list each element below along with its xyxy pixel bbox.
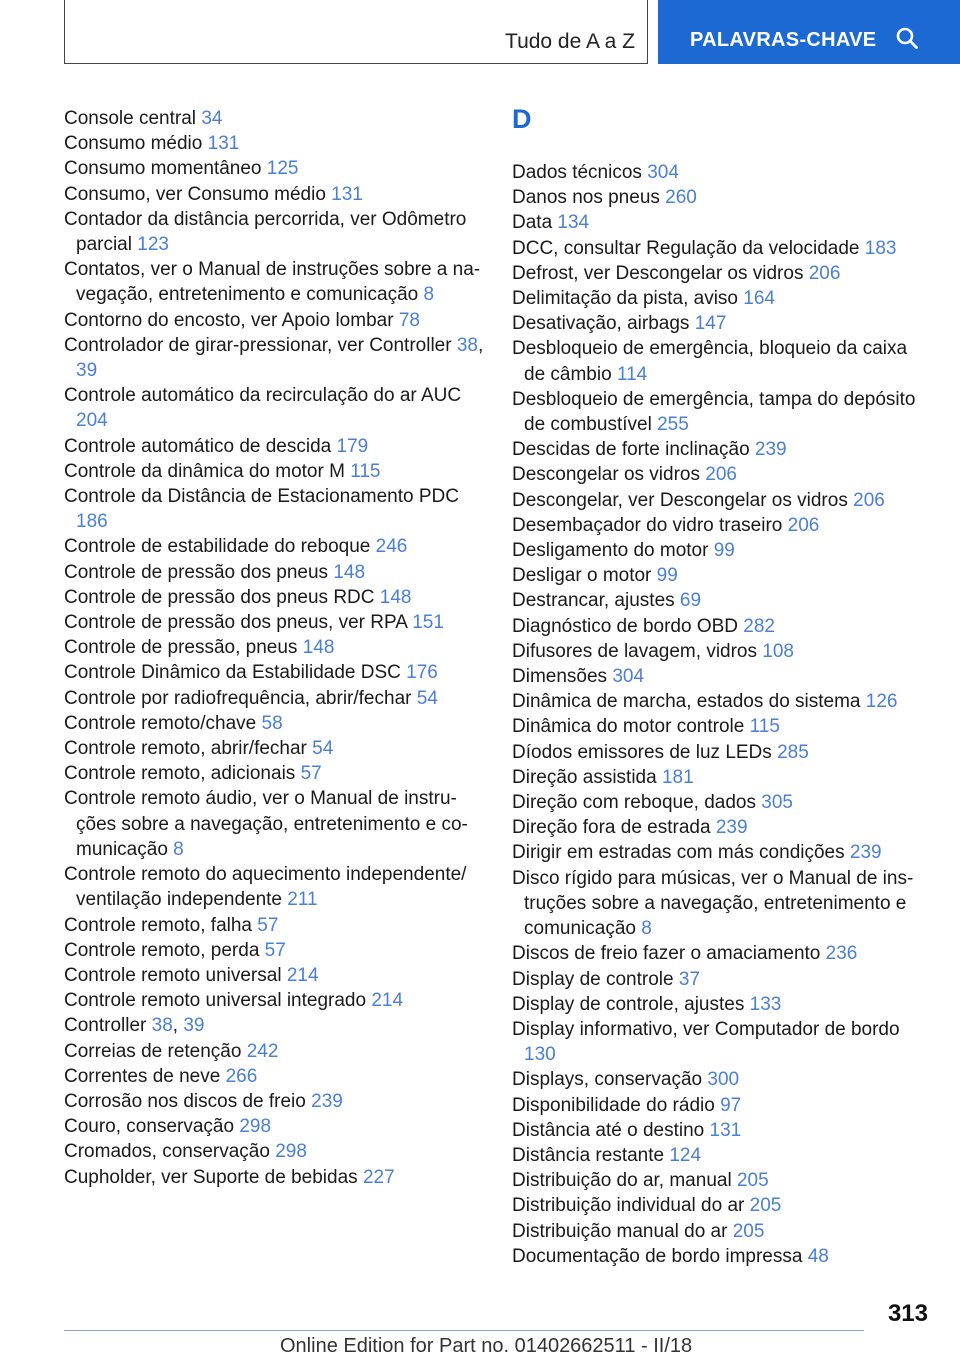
- index-entry: [512, 488, 932, 513]
- index-entry-text: Controle remoto áudio, ver o Manual de instruções sobre a navegação, entretenimento e comunicação: [64, 788, 468, 860]
- index-entry: [512, 967, 932, 992]
- index-entry-text: Controle da Distância de Estacionamento PDC: [64, 486, 459, 508]
- index-entry-text: Consumo momentâneo: [64, 158, 262, 180]
- index-entry-text: Danos nos pneus: [512, 187, 660, 209]
- index-entry-text: Controle remoto/chave: [64, 712, 257, 734]
- index-entry-text: Direção assistida: [512, 766, 657, 788]
- page-link[interactable]: 38: [151, 1015, 173, 1037]
- page-link[interactable]: 57: [264, 939, 286, 961]
- index-column-left: [64, 106, 484, 1190]
- index-entry-text: Controle remoto, falha: [64, 914, 252, 936]
- page-link[interactable]: 151: [412, 612, 444, 634]
- index-entry-text: Dinâmica do motor controle: [512, 716, 745, 738]
- index-entry: [512, 311, 932, 336]
- index-entry-text: Controle por radiofrequência, abrir/fechar: [64, 687, 412, 709]
- index-entry: [64, 736, 484, 761]
- page-link[interactable]: 304: [612, 666, 645, 688]
- index-entry-text: Controle remoto, adicionais: [64, 763, 296, 785]
- index-entry: [512, 1093, 932, 1118]
- page-link[interactable]: 206: [787, 514, 820, 536]
- index-entry: [512, 740, 932, 765]
- index-entry-text: Consumo médio: [64, 133, 203, 155]
- index-entry-text: Dinâmica de marcha, estados do sistema: [512, 691, 861, 713]
- index-entry-text: DCC, consultar Regulação da velocidade: [512, 237, 860, 259]
- page-link[interactable]: 54: [312, 738, 334, 760]
- index-entry-text: Dados técnicos: [512, 162, 642, 183]
- header-tab-box: [64, 0, 648, 64]
- page-link[interactable]: 205: [732, 1220, 765, 1242]
- page-link[interactable]: 133: [749, 993, 782, 1015]
- index-entry: [64, 635, 484, 660]
- page-link[interactable]: 37: [678, 968, 701, 990]
- index-entry-text: Descongelar os vidros: [512, 464, 700, 486]
- page-link[interactable]: 205: [736, 1170, 769, 1192]
- index-entry-text: Descongelar, ver Descongelar os vidros: [512, 489, 848, 511]
- page-link[interactable]: 99: [656, 565, 678, 587]
- page-link[interactable]: 242: [246, 1040, 279, 1062]
- index-entry: [64, 1089, 484, 1114]
- index-entry-text: Controller: [64, 1015, 147, 1037]
- page-link[interactable]: 239: [849, 842, 882, 864]
- page-link[interactable]: 108: [762, 640, 794, 662]
- index-entry: [512, 513, 932, 538]
- index-entry: [64, 257, 484, 307]
- index-entry-text: Destrancar, ajustes: [512, 590, 675, 612]
- index-entry: [64, 459, 484, 484]
- page-link[interactable]: 206: [853, 489, 885, 511]
- page-link[interactable]: 125: [266, 158, 299, 180]
- page-link[interactable]: 124: [669, 1144, 702, 1166]
- index-entry: Controlador de girar-pressionar, ver Controller 38, 39: [64, 334, 484, 382]
- page-link[interactable]: 176: [406, 662, 438, 684]
- index-entry-text: Dirigir em estradas com más condições: [512, 842, 845, 864]
- index-entry: [512, 790, 932, 815]
- index-entry-text: Descidas de forte inclinação: [512, 439, 750, 461]
- index-entry: [512, 336, 932, 386]
- index-entry: [512, 462, 932, 487]
- index-entry-text: Distribuição individual do ar: [512, 1195, 745, 1217]
- tab-keywords-label: PALAVRAS-CHAVE: [690, 29, 877, 51]
- index-entry-text: Delimitação da pista, aviso: [512, 288, 738, 310]
- index-entry-text: Controle remoto, perda: [64, 939, 260, 961]
- page-link[interactable]: 246: [375, 536, 408, 558]
- index-entry-text: Controle remoto universal: [64, 964, 282, 986]
- index-entry-text: Controle da dinâmica do motor M: [64, 460, 345, 482]
- index-entry: [512, 765, 932, 790]
- index-entry-text: Couro, conservação: [64, 1116, 235, 1138]
- index-entry: [64, 988, 484, 1013]
- page-link[interactable]: 148: [302, 637, 335, 659]
- index-entry: [64, 786, 484, 862]
- index-entry-text: Contador da distância percorrida, ver Odômetro parcial: [64, 208, 467, 256]
- index-entry: [512, 563, 932, 588]
- page-link[interactable]: 148: [333, 561, 366, 583]
- index-entry-text: Direção com reboque, dados: [512, 792, 756, 814]
- index-entry: [512, 689, 932, 714]
- index-entry: [64, 610, 484, 635]
- index-entry-text: Controle automático da recirculação do ar AUC: [64, 385, 462, 407]
- page-link[interactable]: 99: [713, 540, 735, 562]
- index-entry-text: Desbloqueio de emergência, bloqueio da caixa de câmbio: [512, 338, 908, 385]
- page-link[interactable]: 130: [524, 1044, 556, 1066]
- page-link[interactable]: 39: [183, 1015, 205, 1037]
- index-entry-text: Controle remoto universal integrado: [64, 990, 367, 1012]
- page-link[interactable]: 57: [257, 914, 279, 936]
- index-entry-text: Disco rígido para músicas, ver o Manual de instruções sobre a navegação, entretenimento e comunicação: [512, 867, 914, 940]
- page-link[interactable]: 131: [709, 1119, 742, 1141]
- page-link[interactable]: 8: [641, 918, 652, 940]
- index-entry: [512, 261, 932, 286]
- index-entry: [512, 1219, 932, 1244]
- index-entry: [64, 686, 484, 711]
- index-entry: [512, 1017, 932, 1067]
- index-entry-text: Distribuição do ar, manual: [512, 1170, 732, 1192]
- page-link[interactable]: 186: [76, 511, 108, 533]
- tab-keywords[interactable]: [658, 0, 960, 64]
- index-entry: [64, 862, 484, 912]
- index-entry: [64, 1165, 484, 1190]
- index-entry: [512, 210, 932, 235]
- index-entry-text: Controle de pressão dos pneus, ver RPA: [64, 612, 407, 634]
- page-link[interactable]: 227: [362, 1166, 395, 1188]
- index-entry: [64, 560, 484, 585]
- index-entry: [64, 207, 484, 257]
- page-link[interactable]: 179: [336, 435, 369, 457]
- page-link[interactable]: 204: [76, 410, 108, 432]
- index-entry-text: Desativação, airbags: [512, 313, 690, 335]
- index-entry-text: Diagnóstico de bordo OBD: [512, 615, 739, 637]
- index-entry-text: Controle de pressão dos pneus: [64, 561, 329, 583]
- page-link[interactable]: 131: [331, 183, 363, 205]
- index-entry-text: Desligar o motor: [512, 565, 652, 587]
- index-entry: [512, 992, 932, 1017]
- index-entry-text: Corrosão nos discos de freio: [64, 1090, 306, 1112]
- index-entry: [512, 639, 932, 664]
- index-entry-text: Display informativo, ver Computador de bordo: [512, 1018, 900, 1040]
- page-link[interactable]: 266: [225, 1065, 258, 1087]
- index-entry: [512, 866, 932, 942]
- index-entry-text: Disponibilidade do rádio: [512, 1094, 715, 1116]
- index-entry-text: Difusores de lavagem, vidros: [512, 640, 757, 662]
- page-link[interactable]: 8: [423, 284, 435, 306]
- index-entry: [64, 484, 484, 534]
- index-entry: [64, 534, 484, 559]
- index-entry-text: Controle remoto do aquecimento independente/ ventilação independente: [64, 864, 467, 911]
- index-entry: [64, 711, 484, 736]
- page-link[interactable]: 304: [647, 162, 679, 183]
- index-entry: [512, 286, 932, 311]
- page-link[interactable]: 147: [694, 313, 727, 335]
- index-entry-text: Display de controle: [512, 968, 674, 990]
- page-link[interactable]: 114: [616, 363, 648, 385]
- index-entry: [512, 1168, 932, 1193]
- tab-az[interactable]: Tudo de A a Z: [505, 30, 635, 53]
- page-link[interactable]: 57: [300, 763, 322, 785]
- index-entry-text: Defrost, ver Descongelar os vidros: [512, 262, 804, 284]
- index-entry: [512, 840, 932, 865]
- index-entry: [512, 1067, 932, 1092]
- page-link[interactable]: 34: [201, 108, 223, 129]
- index-entry: [64, 761, 484, 786]
- index-entry: [64, 1139, 484, 1164]
- page-link[interactable]: 115: [350, 460, 381, 482]
- index-entry: [64, 660, 484, 685]
- index-entry: [512, 588, 932, 613]
- index-entry-text: Contatos, ver o Manual de instruções sobre a navegação, entretenimento e comunicação: [64, 259, 481, 306]
- index-entry: [512, 1193, 932, 1218]
- page-link[interactable]: 206: [808, 262, 841, 284]
- page-link[interactable]: 181: [661, 766, 694, 788]
- page-link[interactable]: 123: [137, 234, 169, 256]
- page-link[interactable]: 54: [416, 687, 438, 709]
- page-link[interactable]: 255: [657, 414, 689, 436]
- page-number: 313: [887, 1300, 928, 1327]
- page-link[interactable]: 131: [207, 133, 240, 155]
- page-link[interactable]: 298: [239, 1116, 272, 1138]
- index-entry: [512, 664, 932, 689]
- index-entry-text: Direção fora de estrada: [512, 817, 711, 839]
- index-entry-text: Correias de retenção: [64, 1040, 242, 1062]
- index-entry-text: Controlador de girar-pressionar, ver Controller: [64, 334, 452, 356]
- page-link[interactable]: 239: [754, 439, 787, 461]
- page-link[interactable]: 282: [743, 615, 775, 637]
- index-entry-text: Díodos emissores de luz LEDs: [512, 741, 772, 763]
- page-link[interactable]: 78: [398, 309, 420, 331]
- page-link[interactable]: 298: [275, 1141, 307, 1163]
- page-link[interactable]: 214: [371, 990, 404, 1012]
- footer-divider: [64, 1330, 864, 1331]
- page-link[interactable]: 39: [76, 360, 98, 382]
- index-entry: Controller 38, 39: [64, 1015, 205, 1037]
- index-entry-text: Controle remoto, abrir/fechar: [64, 738, 307, 760]
- footer-edition: Online Edition for Part no. 01402662511 - II/18: [280, 1335, 693, 1357]
- index-entry: [512, 941, 932, 966]
- index-entry: [512, 1143, 932, 1168]
- index-entry-text: Controle automático de descida: [64, 435, 332, 457]
- page-link[interactable]: 260: [665, 187, 697, 209]
- page-link[interactable]: 69: [679, 590, 702, 612]
- section-letter: D: [512, 104, 532, 134]
- index-entry-text: Distância até o destino: [512, 1119, 705, 1141]
- page-link[interactable]: 48: [807, 1245, 829, 1267]
- right-entries: [512, 160, 932, 1269]
- index-entry-text: Consumo, ver Consumo médio: [64, 183, 326, 205]
- index-entry: [64, 434, 484, 459]
- page-link[interactable]: 183: [864, 237, 897, 259]
- page-link[interactable]: 239: [715, 817, 748, 839]
- index-entry-text: Cupholder, ver Suporte de bebidas: [64, 1166, 358, 1188]
- page-link[interactable]: 236: [825, 943, 858, 965]
- page-link[interactable]: 134: [557, 212, 590, 234]
- index-entry: [64, 585, 484, 610]
- index-entry: [512, 1118, 932, 1143]
- index-entry-text: Controle Dinâmico da Estabilidade DSC: [64, 662, 401, 684]
- page-link[interactable]: 58: [261, 712, 283, 734]
- index-entry-text: Desligamento do motor: [512, 540, 709, 562]
- index-entry: [512, 815, 932, 840]
- page-link[interactable]: 164: [743, 288, 775, 310]
- index-entry-text: Correntes de neve: [64, 1065, 221, 1087]
- index-entry-text: Display de controle, ajustes: [512, 993, 745, 1015]
- index-entry: [64, 156, 484, 181]
- index-entry: [64, 913, 484, 938]
- index-entry: [512, 538, 932, 563]
- index-entry: [512, 160, 932, 185]
- page-link[interactable]: 239: [311, 1090, 343, 1112]
- index-entry: [512, 1244, 932, 1269]
- page-link[interactable]: 115: [749, 716, 780, 738]
- page-link[interactable]: 8: [173, 838, 184, 860]
- index-entry-text: Discos de freio fazer o amaciamento: [512, 943, 821, 965]
- index-entry: [64, 383, 484, 433]
- index-entry: [512, 236, 932, 261]
- page-link[interactable]: 97: [720, 1094, 742, 1116]
- index-entry-text: Distribuição manual do ar: [512, 1220, 728, 1242]
- index-entry: [512, 185, 932, 210]
- index-column-right: [512, 106, 932, 1269]
- index-entry-text: Controle de pressão, pneus: [64, 637, 298, 659]
- index-entry: [64, 182, 484, 207]
- index-entry: [64, 106, 484, 131]
- index-entry-text: Displays, conservação: [512, 1069, 703, 1091]
- page-link[interactable]: 300: [707, 1069, 740, 1091]
- index-entry-text: Controle de pressão dos pneus RDC: [64, 586, 375, 608]
- page-link[interactable]: 285: [777, 741, 809, 763]
- search-icon: [896, 27, 918, 49]
- index-entry: [512, 614, 932, 639]
- index-entry: [64, 1114, 484, 1139]
- index-entry: [64, 963, 484, 988]
- page-link[interactable]: 205: [749, 1195, 782, 1217]
- index-entry-text: Controle de estabilidade do reboque: [64, 536, 371, 558]
- index-entry-text: Desbloqueio de emergência, tampa do depósito de combustível: [512, 388, 916, 436]
- index-entry: [512, 714, 932, 739]
- page-link[interactable]: 305: [761, 792, 793, 814]
- index-entry: [512, 437, 932, 462]
- index-entry-text: Cromados, conservação: [64, 1141, 270, 1163]
- page-link[interactable]: 211: [287, 889, 318, 911]
- index-entry: [64, 308, 484, 333]
- index-entry: [64, 1064, 484, 1089]
- index-entry: [64, 938, 484, 963]
- index-entry: [64, 131, 484, 156]
- index-entry: [512, 387, 932, 437]
- index-entry: [64, 1039, 484, 1064]
- page-link[interactable]: 206: [705, 464, 737, 486]
- page-link[interactable]: 214: [286, 964, 319, 986]
- index-entry-text: Contorno do encosto, ver Apoio lombar: [64, 309, 394, 331]
- page-link[interactable]: 38: [456, 334, 478, 356]
- page-link[interactable]: 148: [379, 586, 412, 608]
- index-entry-text: Dimensões: [512, 666, 608, 688]
- page-link[interactable]: 126: [865, 691, 898, 713]
- index-entry-text: Console central: [64, 108, 197, 129]
- index-entry-text: Distância restante: [512, 1144, 665, 1166]
- index-entry-text: Data: [512, 212, 553, 234]
- index-entry-text: Desembaçador do vidro traseiro: [512, 514, 783, 536]
- index-entry-text: Documentação de bordo impressa: [512, 1245, 803, 1267]
